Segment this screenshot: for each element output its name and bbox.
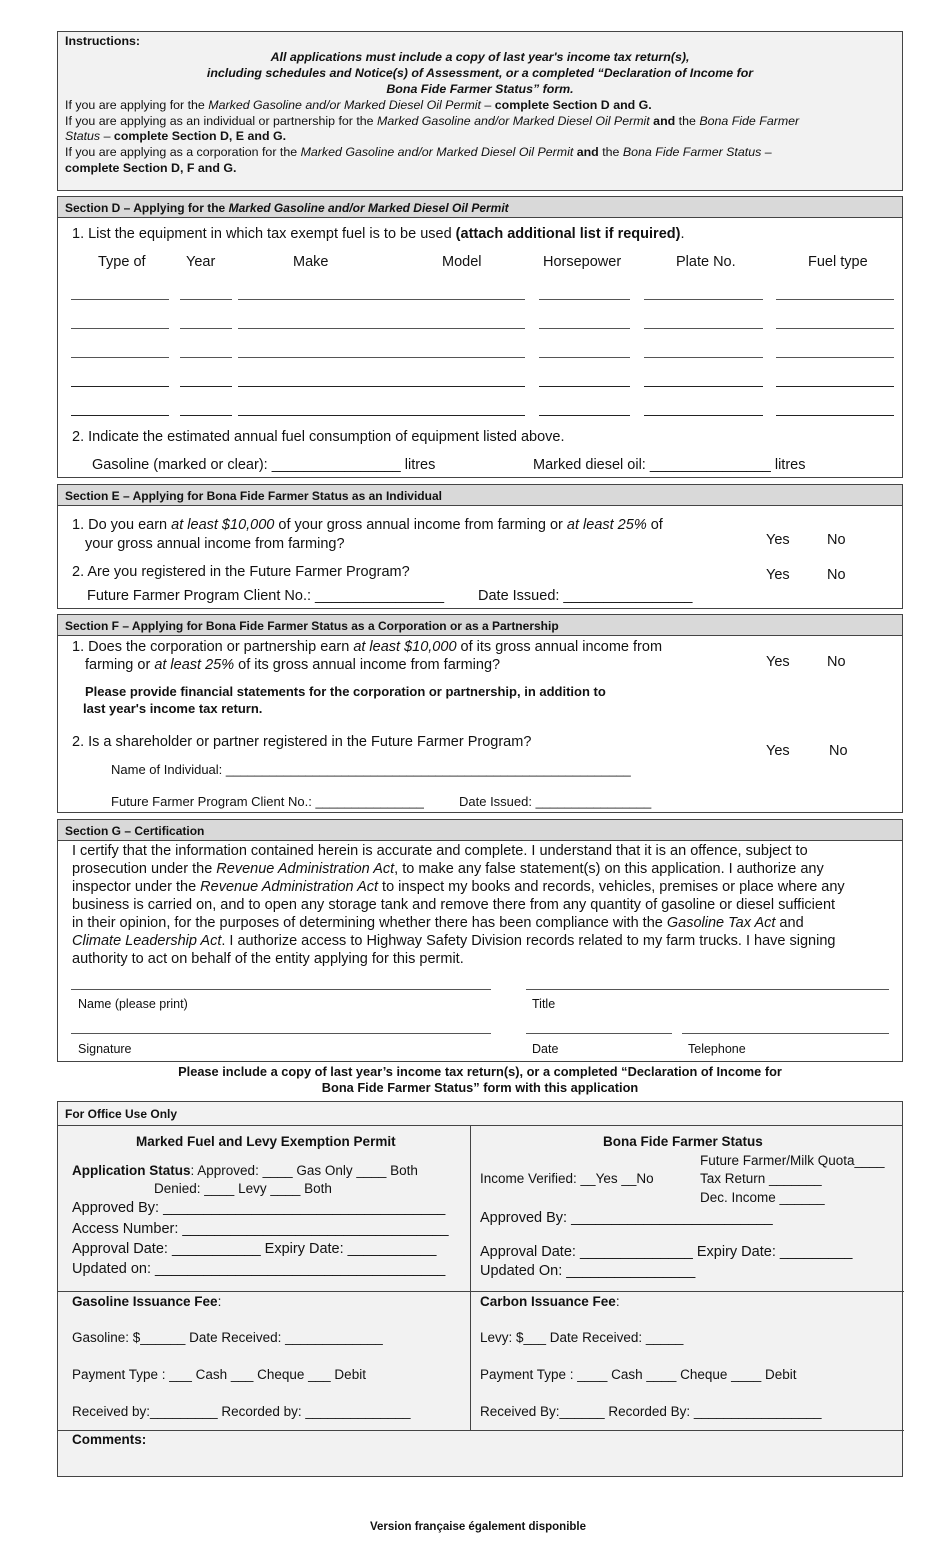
equipment-row-1-field-3[interactable] bbox=[238, 299, 525, 300]
instructions-line-4: If you are applying as a corporation for the Marked Gasoline and/or Marked Diesel Oil Permit and the Bona Fide Farmer Status – bbox=[65, 145, 772, 160]
section-d-q2: 2. Indicate the estimated annual fuel consumption of equipment listed above. bbox=[72, 429, 565, 445]
equipment-row-2-field-1[interactable] bbox=[71, 328, 169, 329]
instructions-heading: Instructions: bbox=[65, 34, 141, 48]
column-make: Make bbox=[293, 254, 329, 270]
office-comments-divider bbox=[58, 1430, 904, 1431]
office-divider bbox=[470, 1126, 471, 1430]
section-f-date-issued-field[interactable]: Date Issued: ________________ bbox=[459, 794, 652, 809]
column-fuel-type: Fuel type bbox=[808, 254, 868, 270]
equipment-row-3-field-5[interactable] bbox=[644, 357, 763, 358]
instructions-line-3: Status – complete Section D, E and G. bbox=[65, 129, 287, 144]
equipment-row-3-field-2[interactable] bbox=[180, 357, 232, 358]
equipment-row-3-field-1[interactable] bbox=[71, 357, 169, 358]
equipment-row-1-field-1[interactable] bbox=[71, 299, 169, 300]
telephone-line[interactable] bbox=[682, 1033, 889, 1034]
instructions-line-2: If you are applying as an individual or partnership for the Marked Gasoline and/or Marked Diesel Oil Permit and the Bona Fide Farmer bbox=[65, 113, 800, 128]
section-e-title: Section E – Applying for Bona Fide Farmer Status as an Individual bbox=[58, 485, 902, 506]
section-g bbox=[57, 819, 903, 1062]
equipment-row-3-field-3[interactable] bbox=[238, 357, 525, 358]
right-payment-type[interactable]: Payment Type : ____ Cash ____ Cheque ____ Debit bbox=[480, 1367, 797, 1382]
title-line[interactable] bbox=[526, 989, 889, 990]
application-denied[interactable]: Denied: ____ Levy ____ Both bbox=[154, 1181, 332, 1196]
application-status[interactable]: Application Status: Approved: ____ Gas Only ____ Both bbox=[72, 1163, 418, 1178]
left-approved-by-field[interactable]: Approved By: ___________________________________ bbox=[72, 1200, 446, 1216]
title-label: Title bbox=[532, 997, 556, 1011]
cert-line-6: Climate Leadership Act. I authorize access to Highway Safety Division records related to my farm trucks. I have signing bbox=[72, 933, 836, 949]
cert-line-4: business is carried on, and to open any storage tank and remove there from any quantity of gasoline or diesel sufficient bbox=[72, 897, 836, 913]
column-plate: Plate No. bbox=[676, 254, 736, 270]
cert-line-3: inspector under the Revenue Administration Act to inspect my books and records, vehicles, premises or place where any bbox=[72, 879, 845, 895]
section-e-q1: 1. Do you earn at least $10,000 of your gross annual income from farming or at least 25% of bbox=[72, 517, 663, 533]
dec-income-field[interactable]: Dec. Income ______ bbox=[700, 1190, 825, 1205]
cert-line-1: I certify that the information contained herein is accurate and complete. I understand that it is an offence, subject to bbox=[72, 843, 808, 859]
left-approval-expiry-field[interactable]: Approval Date: ___________ Expiry Date: ___________ bbox=[72, 1241, 437, 1257]
cert-line-2: prosecution under the Revenue Administration Act, to make any false statement(s) on this application. I authorize any bbox=[72, 861, 824, 877]
instructions-line-1: If you are applying for the Marked Gasoline and/or Marked Diesel Oil Permit – complete Section D and G. bbox=[65, 97, 652, 112]
equipment-row-1-field-6[interactable] bbox=[776, 299, 894, 300]
signature-label: Signature bbox=[78, 1042, 132, 1056]
equipment-row-5-field-3[interactable] bbox=[238, 415, 525, 416]
equipment-row-4-field-4[interactable] bbox=[539, 386, 630, 387]
section-f-client-no-field[interactable]: Future Farmer Program Client No.: _______________ bbox=[111, 794, 424, 809]
section-f-title: Section F – Applying for Bona Fide Farmer Status as a Corporation or as a Partnership bbox=[58, 615, 902, 636]
equipment-row-2-field-5[interactable] bbox=[644, 328, 763, 329]
right-approved-by-field[interactable]: Approved By: _________________________ bbox=[480, 1210, 773, 1226]
name-line[interactable] bbox=[71, 989, 491, 990]
section-g-title: Section G – Certification bbox=[58, 820, 902, 841]
equipment-row-2-field-6[interactable] bbox=[776, 328, 894, 329]
comments-label: Comments: bbox=[72, 1432, 147, 1447]
section-e bbox=[57, 484, 903, 609]
section-e-q2-no[interactable]: No bbox=[827, 567, 846, 583]
carbon-fee-field[interactable]: Levy: $___ Date Received: _____ bbox=[480, 1330, 684, 1345]
cert-line-7: authority to act on behalf of the entity applying for this permit. bbox=[72, 951, 464, 967]
date-line[interactable] bbox=[526, 1033, 672, 1034]
signature-line[interactable] bbox=[71, 1033, 491, 1034]
carbon-fee-title: Carbon Issuance Fee: bbox=[480, 1294, 620, 1309]
gasoline-fee-title: Gasoline Issuance Fee: bbox=[72, 1294, 222, 1309]
section-f-q1-yes[interactable]: Yes bbox=[766, 654, 790, 670]
income-verified-field[interactable]: Income Verified: __Yes __No bbox=[480, 1171, 654, 1186]
cert-line-5: in their opinion, for the purposes of determining whether there has been compliance with the Gasoline Tax Act and bbox=[72, 915, 804, 931]
section-f-q1-no[interactable]: No bbox=[827, 654, 846, 670]
future-farmer-quota-field[interactable]: Future Farmer/Milk Quota____ bbox=[700, 1153, 885, 1168]
farmer-status-heading: Bona Fide Farmer Status bbox=[603, 1134, 763, 1149]
telephone-label: Telephone bbox=[688, 1042, 746, 1056]
section-e-q1-cont: your gross annual income from farming? bbox=[85, 536, 345, 552]
office-use-box bbox=[57, 1101, 903, 1477]
equipment-row-5-field-5[interactable] bbox=[644, 415, 763, 416]
right-approval-expiry-field[interactable]: Approval Date: ______________ Expiry Date: _________ bbox=[480, 1244, 853, 1260]
equipment-row-5-field-2[interactable] bbox=[180, 415, 232, 416]
instructions-bold-line-2: including schedules and Notice(s) of Assessment, or a completed “Declaration of Income for bbox=[206, 65, 754, 80]
french-version-note: Version française également disponible bbox=[369, 1521, 587, 1533]
equipment-row-1-field-4[interactable] bbox=[539, 299, 630, 300]
gasoline-fee-field[interactable]: Gasoline: $______ Date Received: _____________ bbox=[72, 1330, 383, 1345]
right-updated-field[interactable]: Updated On: ________________ bbox=[480, 1263, 696, 1279]
section-f-name-field[interactable]: Name of Individual: ________________________________________________________ bbox=[111, 762, 631, 777]
section-e-q1-yes[interactable]: Yes bbox=[766, 532, 790, 548]
instructions-line-5: complete Section D, F and G. bbox=[65, 161, 237, 176]
equipment-row-4-field-6[interactable] bbox=[776, 386, 894, 387]
section-e-client-no-field[interactable]: Future Farmer Program Client No.: ________________ bbox=[87, 588, 445, 604]
section-f-q1-cont: farming or at least 25% of its gross annual income from farming? bbox=[85, 657, 501, 673]
column-horsepower: Horsepower bbox=[543, 254, 622, 270]
left-received-recorded[interactable]: Received by:_________ Recorded by: ______________ bbox=[72, 1404, 411, 1419]
section-f-q2-yes[interactable]: Yes bbox=[766, 743, 790, 759]
column-model: Model bbox=[442, 254, 482, 270]
equipment-row-2-field-2[interactable] bbox=[180, 328, 232, 329]
tax-return-field[interactable]: Tax Return _______ bbox=[700, 1171, 822, 1186]
date-label: Date bbox=[532, 1042, 559, 1056]
section-e-q2: 2. Are you registered in the Future Farmer Program? bbox=[72, 564, 410, 580]
certification-text bbox=[72, 842, 845, 968]
column-type: Type of bbox=[98, 254, 146, 270]
office-use-title: For Office Use Only bbox=[58, 1102, 902, 1126]
equipment-row-1-field-2[interactable] bbox=[180, 299, 232, 300]
reminder-line-2: Bona Fide Farmer Status” form with this application bbox=[321, 1080, 639, 1095]
section-f-q2-no[interactable]: No bbox=[829, 743, 848, 759]
equipment-row-1-field-5[interactable] bbox=[644, 299, 763, 300]
equipment-row-3-field-6[interactable] bbox=[776, 357, 894, 358]
section-e-date-issued-field[interactable]: Date Issued: ________________ bbox=[478, 588, 693, 604]
left-updated-field[interactable]: Updated on: ____________________________________ bbox=[72, 1261, 446, 1277]
equipment-row-4-field-2[interactable] bbox=[180, 386, 232, 387]
office-fee-divider bbox=[58, 1291, 904, 1292]
gasoline-consumption-field[interactable]: Gasoline (marked or clear): ________________ litres bbox=[92, 457, 436, 473]
permit-heading: Marked Fuel and Levy Exemption Permit bbox=[136, 1134, 396, 1149]
equipment-row-5-field-6[interactable] bbox=[776, 415, 894, 416]
instructions-box bbox=[57, 31, 903, 191]
section-f-q1: 1. Does the corporation or partnership earn at least $10,000 of its gross annual income from bbox=[72, 639, 663, 655]
section-f-note-1: Please provide financial statements for the corporation or partnership, in addition to bbox=[85, 684, 606, 699]
instructions-bold-line-3: Bona Fide Farmer Status” form. bbox=[386, 81, 574, 96]
equipment-row-2-field-3[interactable] bbox=[238, 328, 525, 329]
reminder-note bbox=[57, 1064, 903, 1096]
equipment-row-3-field-4[interactable] bbox=[539, 357, 630, 358]
equipment-row-5-field-4[interactable] bbox=[539, 415, 630, 416]
section-d-title: Section D – Applying for the Marked Gasoline and/or Marked Diesel Oil Permit bbox=[58, 197, 902, 218]
equipment-row-4-field-3[interactable] bbox=[238, 386, 525, 387]
equipment-row-4-field-1[interactable] bbox=[71, 386, 169, 387]
section-f-note-2: last year's income tax return. bbox=[83, 701, 263, 716]
right-received-recorded[interactable]: Received By:______ Recorded By: _________________ bbox=[480, 1404, 822, 1419]
name-label: Name (please print) bbox=[78, 997, 188, 1011]
equipment-row-2-field-4[interactable] bbox=[539, 328, 630, 329]
section-e-q1-no[interactable]: No bbox=[827, 532, 846, 548]
access-number-field[interactable]: Access Number: _________________________________ bbox=[72, 1221, 449, 1237]
equipment-row-5-field-1[interactable] bbox=[71, 415, 169, 416]
section-d bbox=[57, 196, 903, 478]
section-d-q1: 1. List the equipment in which tax exempt fuel is to be used (attach additional list if required). bbox=[72, 226, 685, 242]
section-f-q2: 2. Is a shareholder or partner registered in the Future Farmer Program? bbox=[72, 734, 532, 750]
reminder-line-1: Please include a copy of last year’s income tax return(s), or a completed “Declaration of Income for bbox=[178, 1064, 782, 1079]
section-e-q2-yes[interactable]: Yes bbox=[766, 567, 790, 583]
equipment-row-4-field-5[interactable] bbox=[644, 386, 763, 387]
left-payment-type[interactable]: Payment Type : ___ Cash ___ Cheque ___ Debit bbox=[72, 1367, 366, 1382]
column-year: Year bbox=[186, 254, 216, 270]
section-f bbox=[57, 614, 903, 813]
diesel-consumption-field[interactable]: Marked diesel oil: _______________ litres bbox=[533, 457, 806, 473]
instructions-bold-line-1: All applications must include a copy of last year's income tax return(s), bbox=[270, 49, 690, 64]
